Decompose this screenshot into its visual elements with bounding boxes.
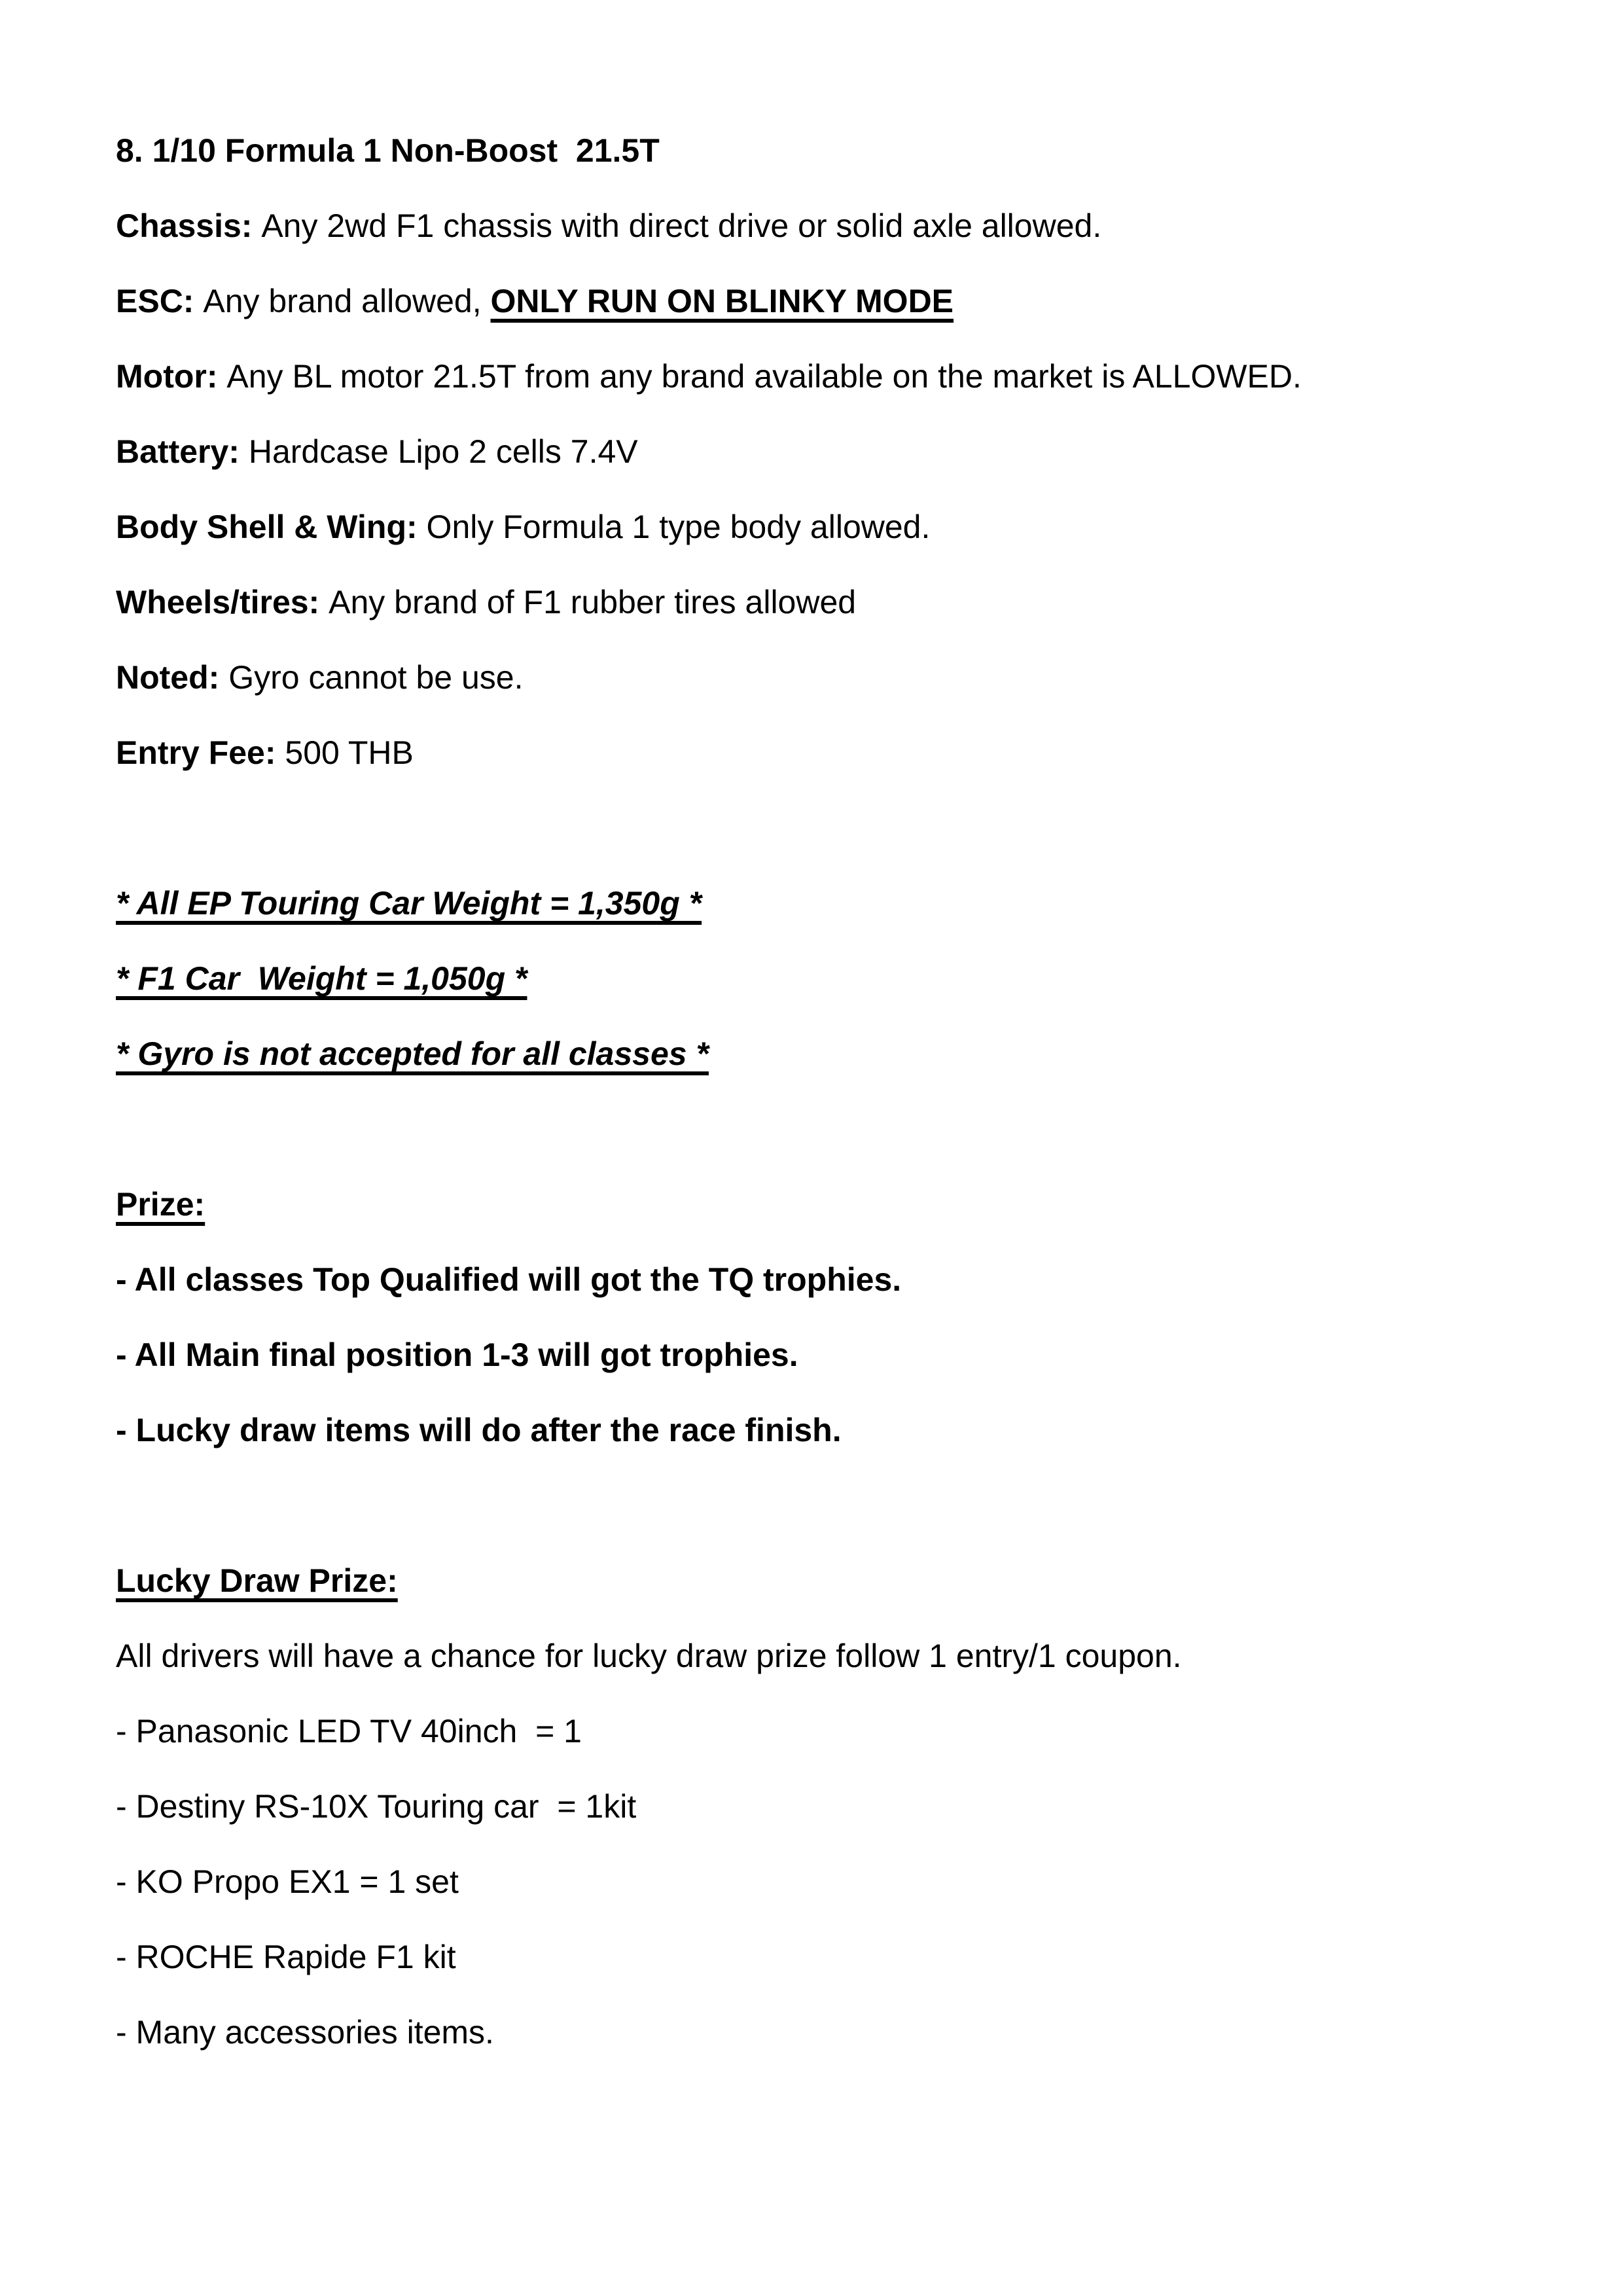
spec-body-shell: [116, 490, 1512, 565]
text-run: Chassis:: [116, 207, 262, 244]
document-content: [116, 0, 1512, 2070]
lucky-item-roche-rapide: [116, 1920, 1512, 1995]
text-run: Only Formula 1 type body allowed.: [426, 509, 931, 545]
text-run: * Gyro is not accepted for all classes *: [116, 1035, 709, 1072]
lucky-item-accessories: [116, 1995, 1512, 2070]
spec-chassis: [116, 188, 1512, 264]
note-f1-weight: [116, 941, 1512, 1016]
text-run: Motor:: [116, 358, 227, 395]
text-run: Any 2wd F1 chassis with direct drive or solid axle allowed.: [261, 207, 1102, 244]
lucky-item-destiny-rs10x: [116, 1769, 1512, 1844]
spec-entry-fee: [116, 715, 1512, 791]
note-ep-touring-weight: [116, 866, 1512, 941]
lucky-item-ko-propo-ex1: [116, 1844, 1512, 1920]
prize-item-main-final: [116, 1318, 1512, 1393]
text-run: All drivers will have a chance for lucky draw prize follow 1 entry/1 coupon.: [116, 1638, 1182, 1674]
spec-wheels-tires: [116, 565, 1512, 640]
text-run: ONLY RUN ON BLINKY MODE: [490, 283, 954, 319]
prize-item-lucky-draw: [116, 1393, 1512, 1468]
text-run: Any brand allowed,: [203, 283, 491, 319]
spacer-line: [116, 791, 1512, 866]
prize-item-tq-trophies: [116, 1242, 1512, 1318]
text-run: 500 THB: [285, 734, 414, 771]
text-run: Entry Fee:: [116, 734, 285, 771]
spacer-line: [116, 1092, 1512, 1167]
text-run: - Panasonic LED TV 40inch = 1: [116, 1713, 582, 1749]
text-run: - Many accessories items.: [116, 2014, 494, 2051]
text-run: * F1 Car Weight = 1,050g *: [116, 960, 527, 997]
text-run: Noted:: [116, 659, 229, 696]
heading-lucky-draw-prize: [116, 1543, 1512, 1619]
heading-class-title: [116, 113, 1512, 188]
text-run: ESC:: [116, 283, 204, 319]
lucky-item-panasonic-tv: [116, 1694, 1512, 1769]
heading-prize: [116, 1167, 1512, 1242]
text-run: - Lucky draw items will do after the race finish.: [116, 1412, 842, 1448]
text-run: - Destiny RS-10X Touring car = 1kit: [116, 1788, 637, 1825]
text-run: Battery:: [116, 433, 249, 470]
text-run: Hardcase Lipo 2 cells 7.4V: [248, 433, 638, 470]
note-gyro-not-accepted: [116, 1016, 1512, 1092]
spec-noted: [116, 640, 1512, 715]
text-run: - All classes Top Qualified will got the TQ trophies.: [116, 1261, 902, 1298]
spec-motor: [116, 339, 1512, 414]
text-run: Gyro cannot be use.: [228, 659, 524, 696]
text-run: - ROCHE Rapide F1 kit: [116, 1939, 456, 1975]
text-run: Any brand of F1 rubber tires allowed: [329, 584, 857, 620]
text-run: Body Shell & Wing:: [116, 509, 427, 545]
spec-esc: [116, 264, 1512, 339]
spacer-line: [116, 1468, 1512, 1543]
text-run: 8. 1/10 Formula 1 Non-Boost 21.5T: [116, 132, 660, 169]
text-run: Wheels/tires:: [116, 584, 329, 620]
text-run: Lucky Draw Prize:: [116, 1562, 398, 1599]
text-run: - KO Propo EX1 = 1 set: [116, 1863, 459, 1900]
spec-battery: [116, 414, 1512, 490]
text-run: Prize:: [116, 1186, 205, 1223]
text-run: * All EP Touring Car Weight = 1,350g *: [116, 885, 702, 922]
text-run: - All Main final position 1-3 will got trophies.: [116, 1336, 798, 1373]
lucky-draw-intro: [116, 1619, 1512, 1694]
text-run: Any BL motor 21.5T from any brand available on the market is ALLOWED.: [226, 358, 1302, 395]
